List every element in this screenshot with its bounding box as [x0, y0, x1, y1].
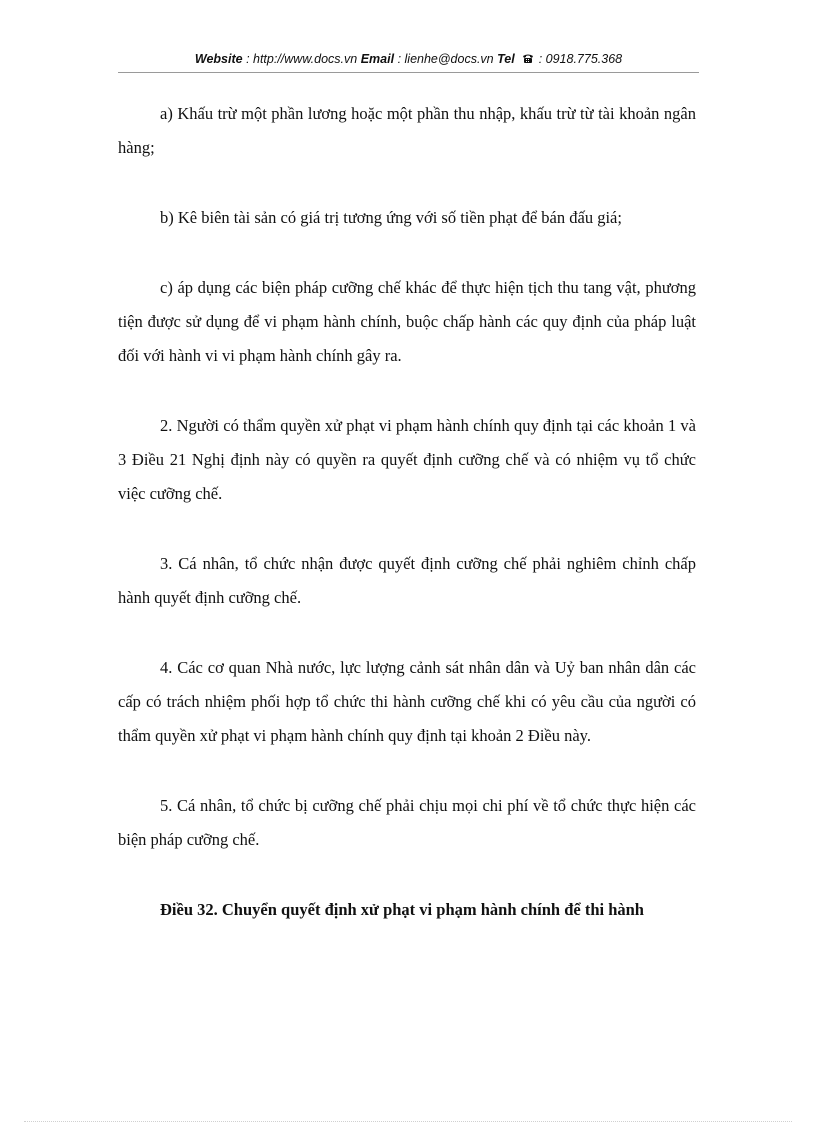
page-bottom-divider: [24, 1121, 792, 1122]
paragraph-4: 4. Các cơ quan Nhà nước, lực lượng cảnh sát nhân dân và Uỷ ban nhân dân các cấp có trách nhiệm phối hợp tổ chức thi hành cưỡng chế khi có yêu cầu của người có thẩm quyền xử phạt vi phạm hành chính quy định tại khoản 2 Điều này.: [118, 658, 696, 745]
page-header: [118, 50, 699, 73]
tel-value: : 0918.775.368: [538, 52, 623, 66]
phone-icon: [522, 53, 534, 64]
email-value[interactable]: : lienhe@docs.vn: [397, 52, 494, 66]
paragraph-a: a) Khấu trừ một phần lương hoặc một phần thu nhập, khấu trừ từ tài khoản ngân hàng;: [118, 104, 696, 157]
paragraph-b: b) Kê biên tài sản có giá trị tương ứng với số tiền phạt để bán đấu giá;: [160, 208, 622, 227]
tel-label: Tel: [497, 52, 515, 66]
paragraph-5: 5. Cá nhân, tổ chức bị cưỡng chế phải chịu mọi chi phí về tổ chức thực hiện các biện pháp cưỡng chế.: [118, 796, 696, 849]
article-heading: Điều 32. Chuyển quyết định xử phạt vi phạm hành chính để thi hành: [160, 900, 644, 919]
paragraph-c: c) áp dụng các biện pháp cưỡng chế khác để thực hiện tịch thu tang vật, phương tiện được sử dụng để vi phạm hành chính, buộc chấp hành các quy định của pháp luật đối với hành vi vi phạm hành chính gây ra.: [118, 278, 696, 365]
website-label: Website: [194, 52, 243, 66]
document-body: [118, 97, 696, 963]
paragraph-2: 2. Người có thẩm quyền xử phạt vi phạm hành chính quy định tại các khoản 1 và 3 Điều 21 Nghị định này có quyền ra quyết định cưỡng chế và có nhiệm vụ tổ chức việc cưỡng chế.: [118, 416, 696, 503]
paragraph-3: 3. Cá nhân, tổ chức nhận được quyết định cưỡng chế phải nghiêm chỉnh chấp hành quyết định cưỡng chế.: [118, 554, 696, 607]
website-value[interactable]: : http://www.docs.vn: [246, 52, 358, 66]
email-label: Email: [360, 52, 395, 66]
